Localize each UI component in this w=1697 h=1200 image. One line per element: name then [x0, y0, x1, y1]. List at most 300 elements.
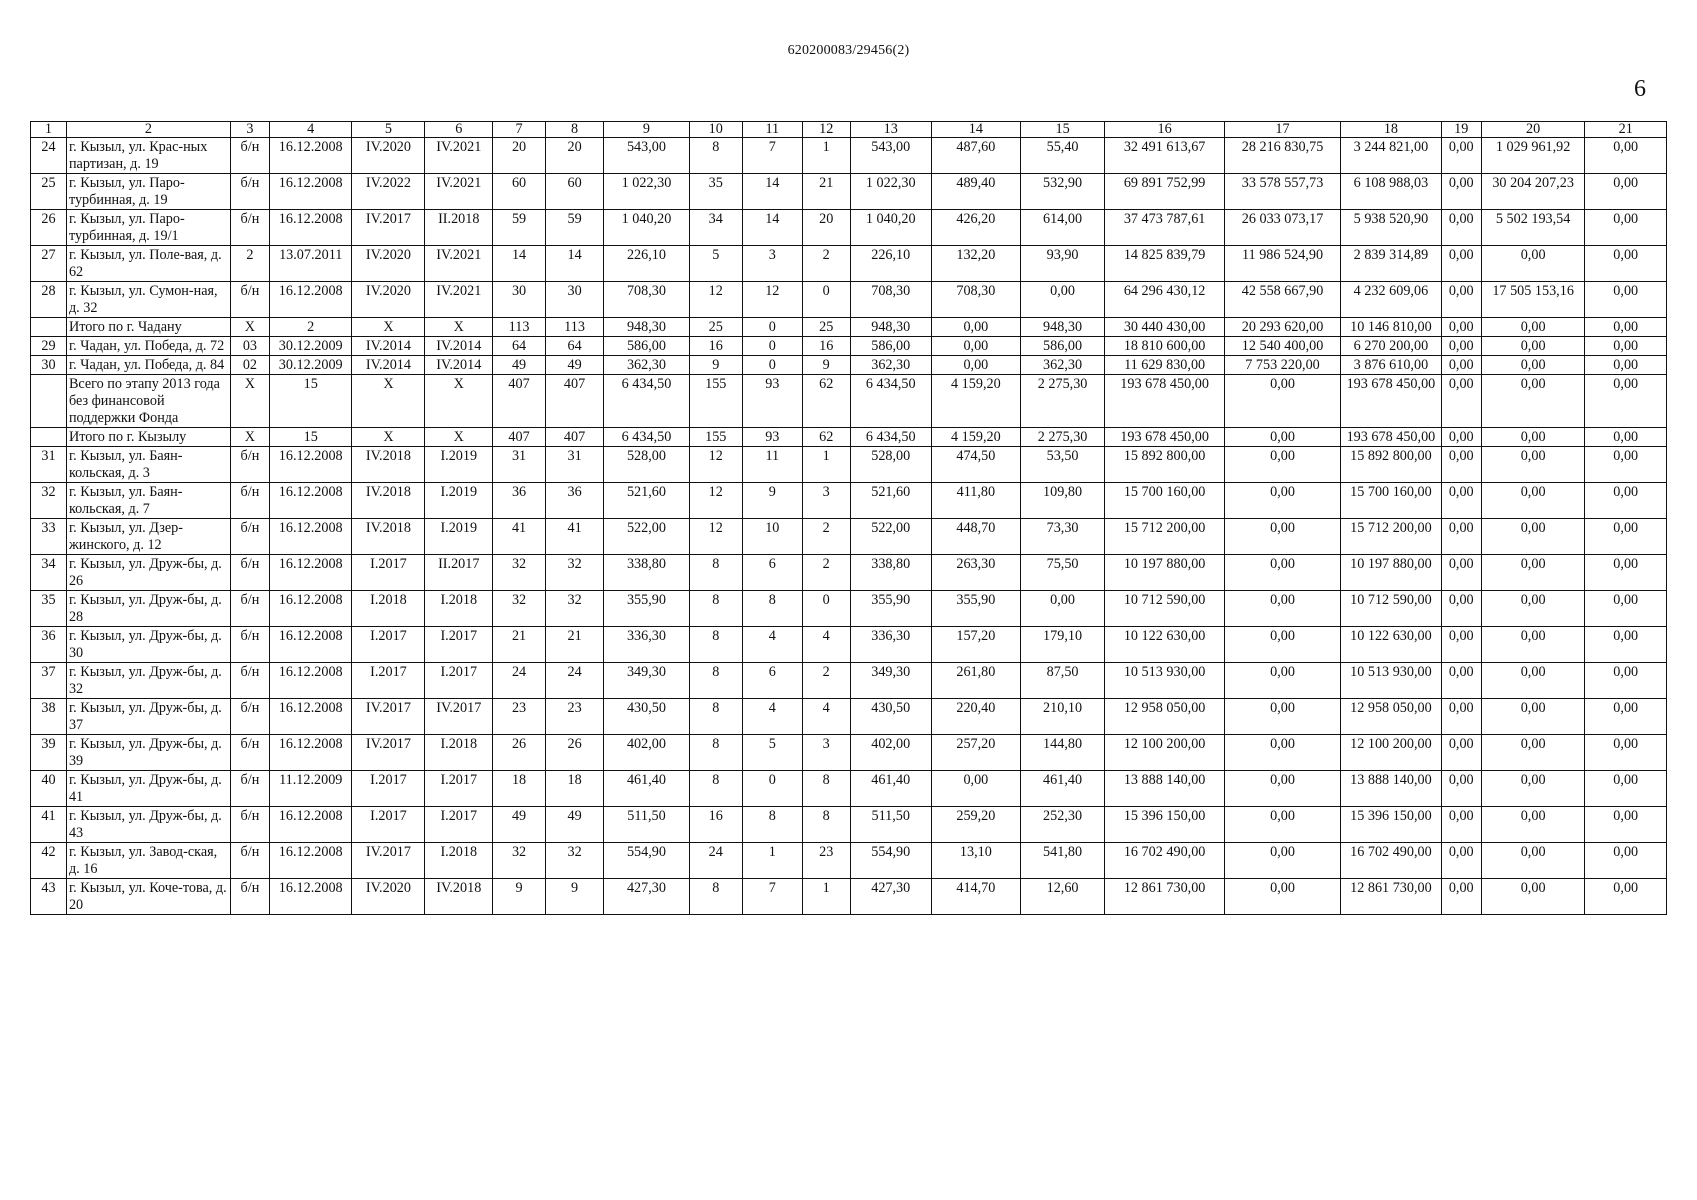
table-cell: 6 434,50 — [604, 428, 690, 447]
table-row — [31, 428, 1667, 447]
table-cell: 461,40 — [604, 771, 690, 807]
table-row — [31, 210, 1667, 246]
column-header: 14 — [931, 122, 1020, 138]
table-cell: 16.12.2008 — [269, 174, 351, 210]
table-cell: 12 — [689, 282, 742, 318]
table-cell: 10 146 810,00 — [1341, 318, 1441, 337]
table-row — [31, 174, 1667, 210]
table-cell: 10 712 590,00 — [1341, 591, 1441, 627]
table-cell: 20 — [802, 210, 850, 246]
table-cell: 16.12.2008 — [269, 483, 351, 519]
table-cell: 2 — [230, 246, 269, 282]
table-cell: 402,00 — [604, 735, 690, 771]
table-cell: 16 702 490,00 — [1341, 843, 1441, 879]
column-header: 12 — [802, 122, 850, 138]
table-cell: I.2017 — [425, 807, 493, 843]
table-cell: 521,60 — [604, 483, 690, 519]
address-cell: г. Кызыл, ул. Завод-ская, д. 16 — [66, 843, 230, 879]
table-cell: 16.12.2008 — [269, 663, 351, 699]
table-cell: 7 — [742, 879, 802, 915]
table-cell: 32 — [545, 843, 603, 879]
table-cell: IV.2017 — [425, 699, 493, 735]
table-cell: 16.12.2008 — [269, 282, 351, 318]
table-cell: 9 — [742, 483, 802, 519]
table-cell: 259,20 — [931, 807, 1020, 843]
table-cell: 226,10 — [850, 246, 931, 282]
column-header: 4 — [269, 122, 351, 138]
address-cell: г. Кызыл, ул. Друж-бы, д. 28 — [66, 591, 230, 627]
table-cell: 0,00 — [1585, 337, 1667, 356]
table-cell: 41 — [31, 807, 67, 843]
table-cell: 75,50 — [1020, 555, 1105, 591]
table-cell: 414,70 — [931, 879, 1020, 915]
table-cell: 5 — [742, 735, 802, 771]
table-cell: 12 — [689, 519, 742, 555]
table-cell: 402,00 — [850, 735, 931, 771]
table-cell: 17 505 153,16 — [1481, 282, 1585, 318]
table-cell: 586,00 — [850, 337, 931, 356]
table-cell: 28 — [31, 282, 67, 318]
table-cell: 0,00 — [1224, 807, 1340, 843]
table-cell: 15 892 800,00 — [1105, 447, 1225, 483]
column-header: 18 — [1341, 122, 1441, 138]
table-cell: 0 — [802, 282, 850, 318]
table-cell: X — [352, 318, 425, 337]
column-header: 6 — [425, 122, 493, 138]
table-cell: 1 040,20 — [604, 210, 690, 246]
table-cell: 543,00 — [604, 138, 690, 174]
table-cell: 24 — [545, 663, 603, 699]
table-cell: 586,00 — [604, 337, 690, 356]
table-cell: 3 — [802, 735, 850, 771]
table-cell: 489,40 — [931, 174, 1020, 210]
table-cell: 16.12.2008 — [269, 210, 351, 246]
table-cell: 16.12.2008 — [269, 447, 351, 483]
table-cell: 144,80 — [1020, 735, 1105, 771]
table-cell: б/н — [230, 807, 269, 843]
table-cell: 5 — [689, 246, 742, 282]
table-row — [31, 246, 1667, 282]
table-cell: 8 — [689, 663, 742, 699]
table-cell: б/н — [230, 483, 269, 519]
table-cell: 220,40 — [931, 699, 1020, 735]
table-cell: б/н — [230, 447, 269, 483]
table-cell: 0,00 — [1020, 282, 1105, 318]
table-row — [31, 138, 1667, 174]
table-cell: 0,00 — [1224, 699, 1340, 735]
table-cell: 16.12.2008 — [269, 591, 351, 627]
table-cell: 0,00 — [1585, 282, 1667, 318]
table-cell: 3 — [742, 246, 802, 282]
table-cell: б/н — [230, 282, 269, 318]
table-cell: 32 — [545, 555, 603, 591]
table-cell: 15 396 150,00 — [1341, 807, 1441, 843]
document-id: 620200083/29456(2) — [787, 43, 910, 58]
table-cell: 10 122 630,00 — [1341, 627, 1441, 663]
address-cell: Итого по г. Чадану — [66, 318, 230, 337]
table-cell: 12 861 730,00 — [1105, 879, 1225, 915]
table-cell: 16 — [689, 807, 742, 843]
table-cell: 2 839 314,89 — [1341, 246, 1441, 282]
table-cell: 336,30 — [604, 627, 690, 663]
table-cell: 193 678 450,00 — [1105, 428, 1225, 447]
table-cell: IV.2020 — [352, 282, 425, 318]
table-cell: 53,50 — [1020, 447, 1105, 483]
table-cell: 362,30 — [850, 356, 931, 375]
table-cell: 0,00 — [1585, 555, 1667, 591]
table-cell: 528,00 — [604, 447, 690, 483]
table-cell: 6 — [742, 663, 802, 699]
table-cell: 0,00 — [1224, 663, 1340, 699]
table-cell: 554,90 — [850, 843, 931, 879]
table-cell: IV.2018 — [352, 447, 425, 483]
table-cell: 24 — [493, 663, 546, 699]
table-cell: 15 — [269, 375, 351, 428]
table-row — [31, 879, 1667, 915]
table-cell: 113 — [545, 318, 603, 337]
table-cell: 8 — [802, 807, 850, 843]
table-cell: 62 — [802, 375, 850, 428]
table-cell: 0,00 — [1585, 627, 1667, 663]
table-cell: 0,00 — [1585, 663, 1667, 699]
table-cell: 7 — [742, 138, 802, 174]
table-cell: 0,00 — [1585, 843, 1667, 879]
address-cell: г. Кызыл, ул. Дзер-жинского, д. 12 — [66, 519, 230, 555]
table-cell: 614,00 — [1020, 210, 1105, 246]
table-cell: 0,00 — [1224, 555, 1340, 591]
table-cell: IV.2021 — [425, 246, 493, 282]
table-cell: 41 — [545, 519, 603, 555]
column-header: 7 — [493, 122, 546, 138]
table-cell: 16 — [802, 337, 850, 356]
table-cell: 338,80 — [604, 555, 690, 591]
table-cell: 12,60 — [1020, 879, 1105, 915]
table-cell: 8 — [689, 879, 742, 915]
table-cell: 16.12.2008 — [269, 555, 351, 591]
column-header: 2 — [66, 122, 230, 138]
table-cell: 6 — [742, 555, 802, 591]
table-cell: 0,00 — [931, 356, 1020, 375]
table-cell: 0,00 — [1441, 356, 1481, 375]
table-cell: 15 — [269, 428, 351, 447]
table-cell: 708,30 — [931, 282, 1020, 318]
table-cell: 28 216 830,75 — [1224, 138, 1340, 174]
table-cell: 12 — [689, 483, 742, 519]
table-cell: 708,30 — [850, 282, 931, 318]
table-cell: 0,00 — [1481, 663, 1585, 699]
address-cell: г. Чадан, ул. Победа, д. 84 — [66, 356, 230, 375]
table-cell: 31 — [545, 447, 603, 483]
table-cell: 0,00 — [1224, 519, 1340, 555]
table-cell: 338,80 — [850, 555, 931, 591]
column-header: 3 — [230, 122, 269, 138]
table-cell: 2 — [802, 519, 850, 555]
table-cell: 49 — [545, 356, 603, 375]
table-cell: IV.2020 — [352, 246, 425, 282]
column-header: 21 — [1585, 122, 1667, 138]
table-cell: 16.12.2008 — [269, 519, 351, 555]
table-cell: 0 — [742, 318, 802, 337]
table-row — [31, 375, 1667, 428]
table-cell: 29 — [31, 337, 67, 356]
table-cell: 132,20 — [931, 246, 1020, 282]
table-cell: IV.2021 — [425, 282, 493, 318]
table-cell: 1 — [802, 879, 850, 915]
table-cell: 0,00 — [1441, 246, 1481, 282]
table-cell: I.2019 — [425, 447, 493, 483]
address-cell: г. Кызыл, ул. Друж-бы, д. 37 — [66, 699, 230, 735]
table-cell: 511,50 — [604, 807, 690, 843]
table-cell: 0,00 — [1441, 447, 1481, 483]
column-header: 20 — [1481, 122, 1585, 138]
table-cell: 15 396 150,00 — [1105, 807, 1225, 843]
table-cell: IV.2020 — [352, 138, 425, 174]
table-cell: 32 491 613,67 — [1105, 138, 1225, 174]
table-cell: 16.12.2008 — [269, 735, 351, 771]
table-cell: 13 888 140,00 — [1105, 771, 1225, 807]
table-cell: 64 — [545, 337, 603, 356]
table-cell: 257,20 — [931, 735, 1020, 771]
table-cell: 0,00 — [1585, 807, 1667, 843]
table-cell: 0,00 — [1441, 138, 1481, 174]
table-cell: 24 — [689, 843, 742, 879]
table-cell: 34 — [31, 555, 67, 591]
table-cell: 14 825 839,79 — [1105, 246, 1225, 282]
table-cell: 355,90 — [931, 591, 1020, 627]
table-cell: 8 — [689, 138, 742, 174]
table-cell: 30.12.2009 — [269, 356, 351, 375]
table-cell: 24 — [31, 138, 67, 174]
table-row — [31, 318, 1667, 337]
table-cell: б/н — [230, 879, 269, 915]
column-header: 13 — [850, 122, 931, 138]
table-cell: IV.2014 — [352, 356, 425, 375]
table-cell: 430,50 — [850, 699, 931, 735]
table-cell: 20 293 620,00 — [1224, 318, 1340, 337]
column-header: 8 — [545, 122, 603, 138]
column-header: 15 — [1020, 122, 1105, 138]
table-cell: 8 — [689, 735, 742, 771]
table-cell: 522,00 — [850, 519, 931, 555]
table-cell: 0,00 — [1481, 519, 1585, 555]
table-cell: X — [230, 375, 269, 428]
table-cell: 362,30 — [1020, 356, 1105, 375]
table-cell: 33 578 557,73 — [1224, 174, 1340, 210]
table-cell: I.2017 — [352, 555, 425, 591]
table-cell: 38 — [31, 699, 67, 735]
table-cell: 0,00 — [1585, 591, 1667, 627]
table-cell: 0,00 — [1441, 174, 1481, 210]
table-cell: 0,00 — [1441, 843, 1481, 879]
table-row — [31, 771, 1667, 807]
address-cell: г. Кызыл, ул. Друж-бы, д. 39 — [66, 735, 230, 771]
table-cell: 4 — [802, 699, 850, 735]
table-cell: 39 — [31, 735, 67, 771]
table-cell: 11 986 524,90 — [1224, 246, 1340, 282]
table-cell: 26 — [493, 735, 546, 771]
address-cell: Всего по этапу 2013 года без финансовой поддержки Фонда — [66, 375, 230, 428]
address-cell: г. Кызыл, ул. Сумон-ная, д. 32 — [66, 282, 230, 318]
table-cell: IV.2022 — [352, 174, 425, 210]
table-cell: 20 — [493, 138, 546, 174]
table-cell: 13 888 140,00 — [1341, 771, 1441, 807]
table-cell: 430,50 — [604, 699, 690, 735]
table-cell: 11.12.2009 — [269, 771, 351, 807]
table-cell: 8 — [742, 591, 802, 627]
address-cell: г. Кызыл, ул. Друж-бы, д. 41 — [66, 771, 230, 807]
table-cell: 0,00 — [1441, 375, 1481, 428]
table-cell: II.2017 — [425, 555, 493, 591]
table-cell: 32 — [493, 843, 546, 879]
table-cell: 21 — [802, 174, 850, 210]
table-cell: 0,00 — [1481, 356, 1585, 375]
table-cell: 0,00 — [1224, 879, 1340, 915]
table-cell: X — [425, 318, 493, 337]
table-cell: IV.2018 — [352, 519, 425, 555]
table-cell: 4 — [742, 699, 802, 735]
column-header: 10 — [689, 122, 742, 138]
table-row — [31, 807, 1667, 843]
table-cell: 10 — [742, 519, 802, 555]
table-cell: IV.2017 — [352, 699, 425, 735]
table-cell: 59 — [545, 210, 603, 246]
table-cell: 541,80 — [1020, 843, 1105, 879]
table-cell: 3 244 821,00 — [1341, 138, 1441, 174]
table-cell: 0,00 — [1585, 735, 1667, 771]
table-cell: 355,90 — [604, 591, 690, 627]
table-cell: 12 958 050,00 — [1341, 699, 1441, 735]
table-cell: 0,00 — [1585, 428, 1667, 447]
table-cell: 12 — [742, 282, 802, 318]
table-cell: I.2017 — [352, 627, 425, 663]
table-cell: 15 700 160,00 — [1105, 483, 1225, 519]
table-cell: 16.12.2008 — [269, 879, 351, 915]
table-cell: 349,30 — [604, 663, 690, 699]
table-cell: IV.2017 — [352, 843, 425, 879]
table-cell: 25 — [802, 318, 850, 337]
table-cell: 4 232 609,06 — [1341, 282, 1441, 318]
table-cell: 30.12.2009 — [269, 337, 351, 356]
table-cell: 8 — [742, 807, 802, 843]
table-cell: 0,00 — [1585, 483, 1667, 519]
table-cell: 948,30 — [604, 318, 690, 337]
table-cell: 0,00 — [931, 318, 1020, 337]
table-cell: 0,00 — [1020, 591, 1105, 627]
table-cell: 0,00 — [1224, 591, 1340, 627]
table-cell: 8 — [689, 699, 742, 735]
table-cell: б/н — [230, 555, 269, 591]
table-cell: б/н — [230, 210, 269, 246]
table-row — [31, 447, 1667, 483]
table-cell: 6 434,50 — [604, 375, 690, 428]
table-cell: 4 — [742, 627, 802, 663]
table-cell: 0,00 — [1481, 771, 1585, 807]
table-cell: 9 — [802, 356, 850, 375]
table-cell: II.2018 — [425, 210, 493, 246]
table-cell: 0,00 — [1481, 735, 1585, 771]
table-cell: X — [425, 428, 493, 447]
address-cell: г. Кызыл, ул. Паро-турбинная, д. 19 — [66, 174, 230, 210]
table-cell: 0,00 — [1224, 843, 1340, 879]
table-cell: 93,90 — [1020, 246, 1105, 282]
table-cell: 0,00 — [1585, 519, 1667, 555]
table-cell: 543,00 — [850, 138, 931, 174]
table-cell: 0 — [742, 356, 802, 375]
table-cell: 16.12.2008 — [269, 843, 351, 879]
table-cell: 23 — [493, 699, 546, 735]
table-cell: 0,00 — [1441, 735, 1481, 771]
address-cell: г. Кызыл, ул. Коче-това, д. 20 — [66, 879, 230, 915]
table-cell: 407 — [545, 375, 603, 428]
column-header: 1 — [31, 122, 67, 138]
table-cell: 426,20 — [931, 210, 1020, 246]
table-cell — [31, 318, 67, 337]
table-cell: б/н — [230, 627, 269, 663]
table-cell: 10 122 630,00 — [1105, 627, 1225, 663]
table-cell: 948,30 — [1020, 318, 1105, 337]
table-cell: 155 — [689, 375, 742, 428]
table-cell: 0,00 — [1481, 591, 1585, 627]
table-cell — [31, 375, 67, 428]
table-cell: 16.12.2008 — [269, 699, 351, 735]
table-cell: 0,00 — [1481, 699, 1585, 735]
table-cell: 15 892 800,00 — [1341, 447, 1441, 483]
table-cell: 0,00 — [931, 337, 1020, 356]
table-cell: 0,00 — [1481, 428, 1585, 447]
table-cell: I.2017 — [352, 663, 425, 699]
table-cell: 155 — [689, 428, 742, 447]
table-cell: 32 — [31, 483, 67, 519]
table-cell: 36 — [545, 483, 603, 519]
table-cell: 60 — [493, 174, 546, 210]
table-cell: 6 434,50 — [850, 375, 931, 428]
table-cell: 708,30 — [604, 282, 690, 318]
table-cell: 1 — [742, 843, 802, 879]
table-cell: б/н — [230, 138, 269, 174]
table-row — [31, 483, 1667, 519]
table-cell: 9 — [493, 879, 546, 915]
table-cell: I.2018 — [425, 735, 493, 771]
table-cell: I.2017 — [425, 663, 493, 699]
table-cell: 487,60 — [931, 138, 1020, 174]
table-cell: 31 — [31, 447, 67, 483]
table-cell: 0,00 — [1224, 428, 1340, 447]
table-cell: IV.2018 — [425, 879, 493, 915]
table-cell: 10 197 880,00 — [1341, 555, 1441, 591]
table-cell: 362,30 — [604, 356, 690, 375]
table-cell: б/н — [230, 735, 269, 771]
table-cell: 62 — [802, 428, 850, 447]
column-header: 16 — [1105, 122, 1225, 138]
table-cell: 0,00 — [1481, 318, 1585, 337]
table-cell: I.2019 — [425, 483, 493, 519]
table-row — [31, 843, 1667, 879]
table-cell: 0,00 — [1224, 627, 1340, 663]
table-cell: 0,00 — [1441, 282, 1481, 318]
table-cell: 15 712 200,00 — [1105, 519, 1225, 555]
table-cell: 23 — [802, 843, 850, 879]
table-cell: 226,10 — [604, 246, 690, 282]
table-cell: 0,00 — [1441, 699, 1481, 735]
table-row — [31, 519, 1667, 555]
table-cell: 49 — [545, 807, 603, 843]
table-cell: 18 — [545, 771, 603, 807]
address-cell: г. Кызыл, ул. Баян-кольская, д. 7 — [66, 483, 230, 519]
table-cell: 521,60 — [850, 483, 931, 519]
table-row — [31, 356, 1667, 375]
table-cell: 9 — [545, 879, 603, 915]
table-cell: 21 — [493, 627, 546, 663]
